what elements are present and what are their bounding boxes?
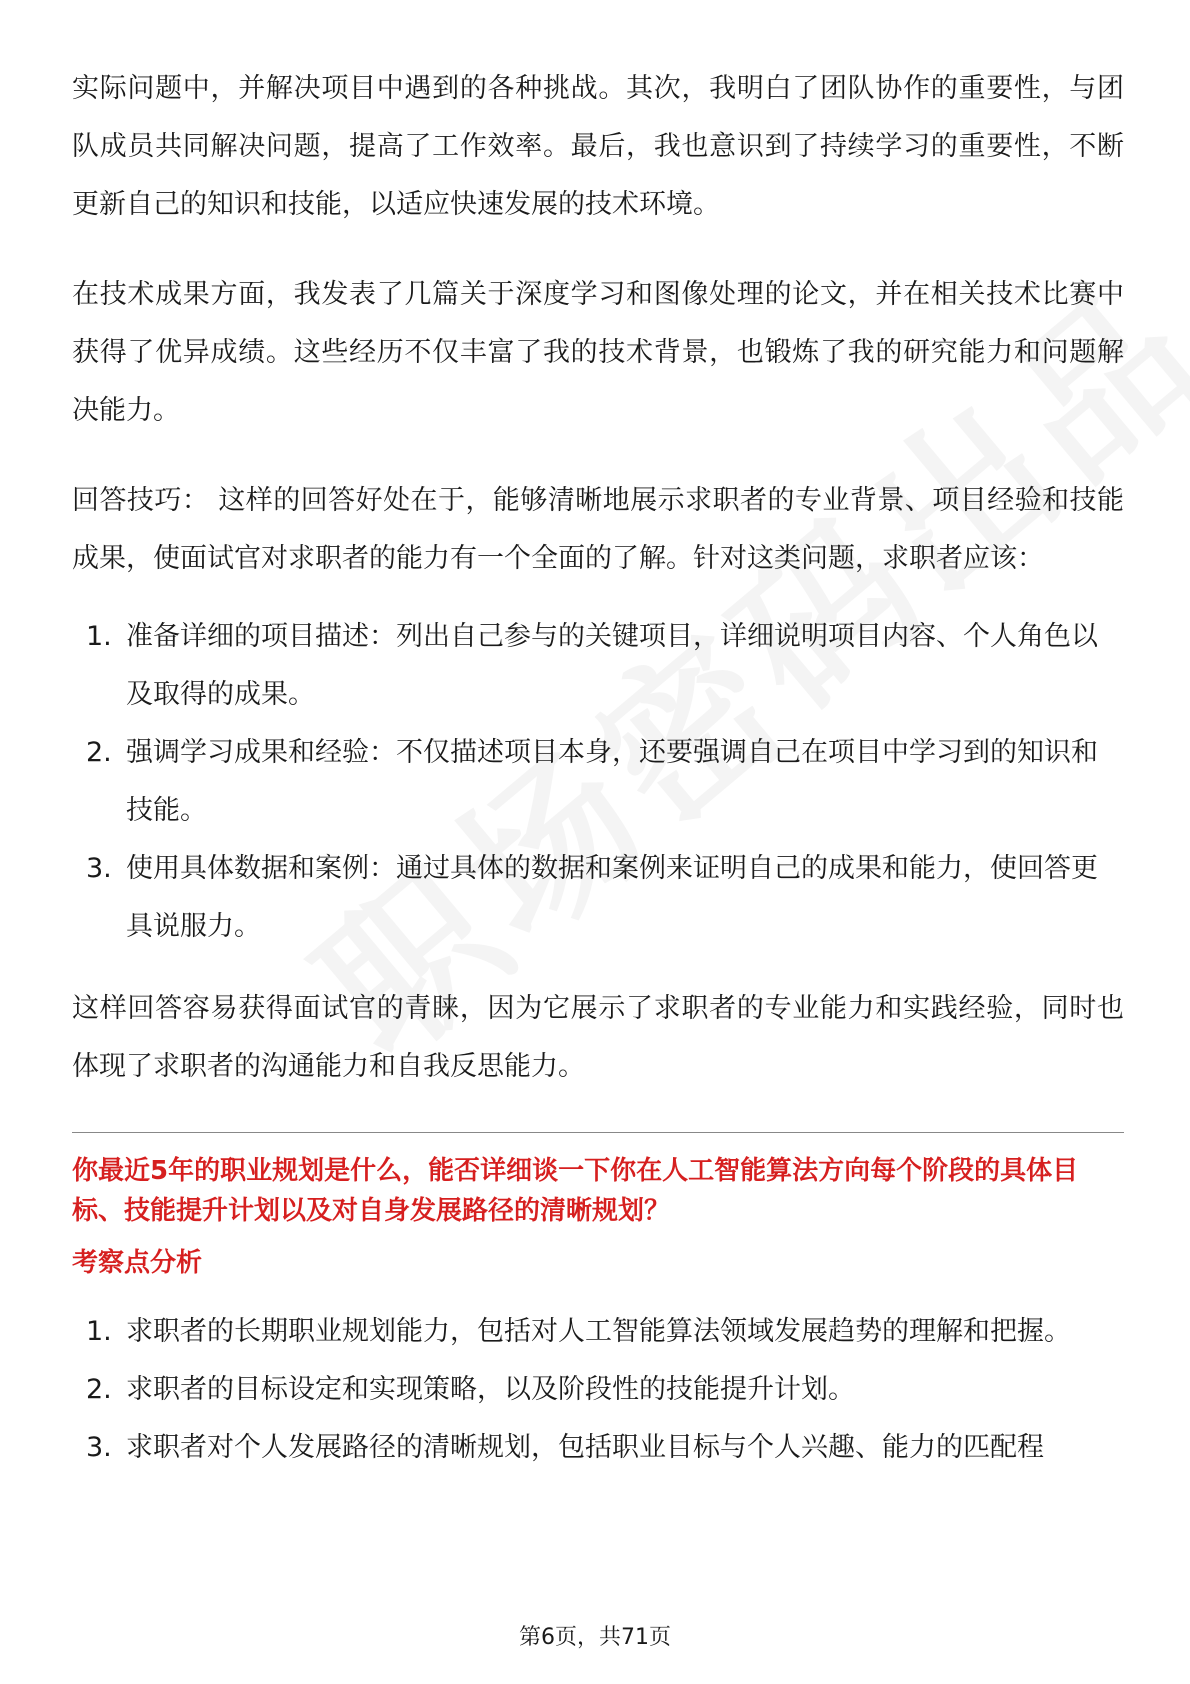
page-content bbox=[72, 60, 1124, 1477]
paragraph-answer-tips: 回答技巧： 这样的回答好处在于，能够清晰地展示求职者的专业背景、项目经验和技能成果，使面试官对求职者的能力有一个全面的了解。针对这类问题，求职者应该： bbox=[72, 485, 1124, 574]
analysis-list bbox=[72, 1303, 1124, 1477]
list-item: 3. 求职者对个人发展路径的清晰规划，包括职业目标与个人兴趣、能力的匹配程 bbox=[86, 1432, 1044, 1463]
page-number: 第6页，共71页 bbox=[519, 1625, 671, 1650]
paragraph-experience: 实际问题中，并解决项目中遇到的各种挑战。其次，我明白了团队协作的重要性，与团队成员共同解决问题，提高了工作效率。最后，我也意识到了持续学习的重要性，不断更新自己的知识和技能，以适应快速发展的技术环境。 bbox=[72, 73, 1124, 220]
list-item: 2. 求职者的目标设定和实现策略，以及阶段性的技能提升计划。 bbox=[86, 1374, 855, 1405]
list-item: 2. 强调学习成果和经验：不仅描述项目本身，还要强调自己在项目中学习到的知识和技能。 bbox=[86, 737, 1098, 826]
analysis-title: 考察点分析 bbox=[72, 1248, 203, 1278]
paragraph-achievements: 在技术成果方面，我发表了几篇关于深度学习和图像处理的论文，并在相关技术比赛中获得了优异成绩。这些经历不仅丰富了我的技术背景，也锻炼了我的研究能力和问题解决能力。 bbox=[72, 279, 1124, 426]
section-divider bbox=[72, 1132, 1124, 1133]
list-item: 1. 求职者的长期职业规划能力，包括对人工智能算法领域发展趋势的理解和把握。 bbox=[86, 1316, 1071, 1347]
list-item: 3. 使用具体数据和案例：通过具体的数据和案例来证明自己的成果和能力，使回答更具说服力。 bbox=[86, 853, 1098, 942]
tips-list bbox=[72, 608, 1124, 956]
question-title: 你最近5年的职业规划是什么，能否详细谈一下你在人工智能算法方向每个阶段的具体目标、技能提升计划以及对自身发展路径的清晰规划？ bbox=[72, 1156, 1079, 1226]
list-item: 1. 准备详细的项目描述：列出自己参与的关键项目，详细说明项目内容、个人角色以及取得的成果。 bbox=[86, 621, 1098, 710]
paragraph-closing: 这样回答容易获得面试官的青睐，因为它展示了求职者的专业能力和实践经验，同时也体现了求职者的沟通能力和自我反思能力。 bbox=[72, 993, 1124, 1082]
